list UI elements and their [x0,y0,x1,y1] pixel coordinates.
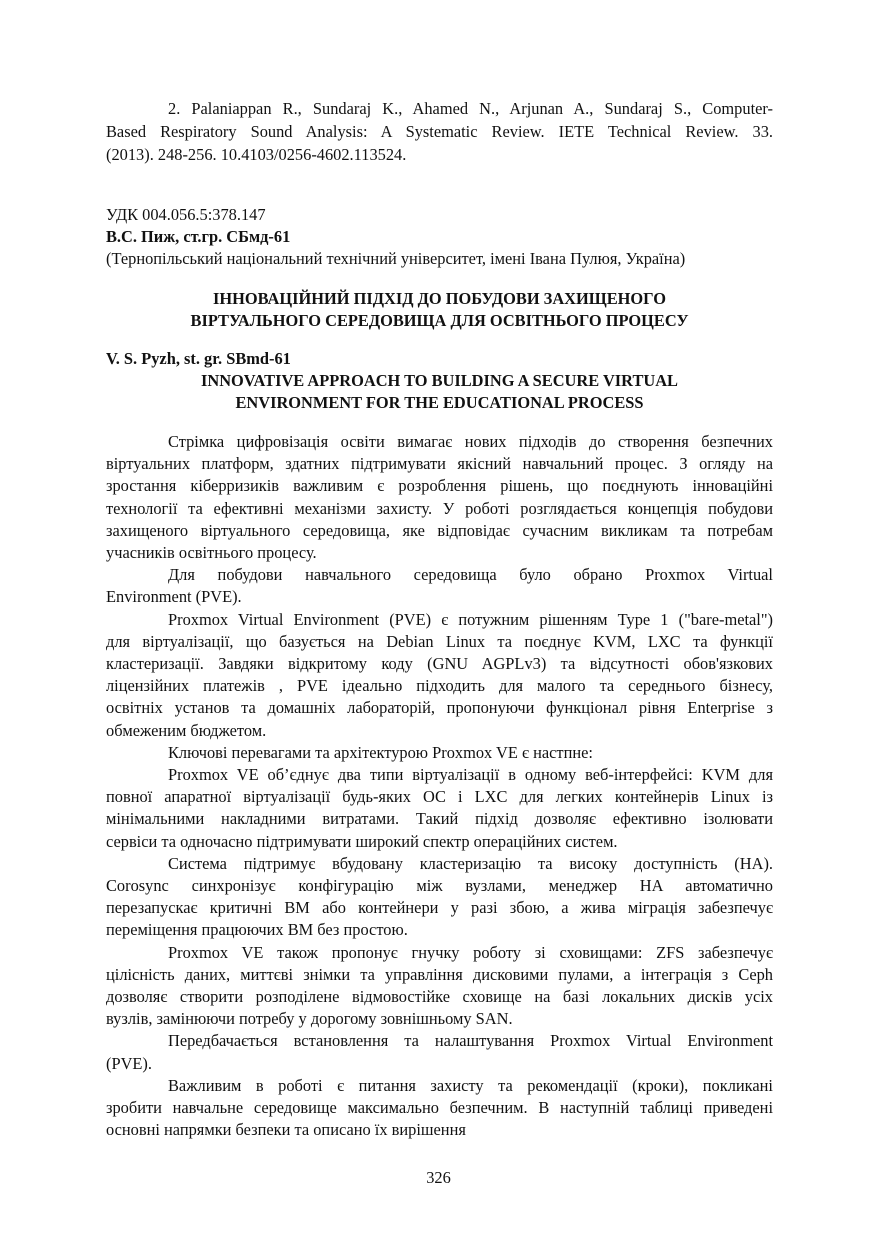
affiliation: (Тернопільський національний технічний університет, імені Івана Пулюя, Україна) [106,249,686,268]
body-line: основні напрямки безпеки та описано їх вирішення [106,1120,466,1140]
body-line: перезапускає критичні ВМ або контейнери у разі збою, а жива міграція забезпечує [106,898,773,918]
body-line: Стрімка цифровізація освіти вимагає нових підходів до створення безпечних [168,432,773,451]
body-line: Система підтримує вбудовану кластеризацію та високу доступність (HA). [168,853,773,873]
body-line: кластеризації. Завдяки відкритому коду (GNU AGPLv3) та відсутності обов'язкових [106,654,773,673]
body-line: сервіси та одночасно підтримувати широкий спектр операційних систем. [106,831,618,851]
title-en-line: ENVIRONMENT FOR THE EDUCATIONAL PROCESS [235,393,644,412]
body-line: Передбачається встановлення та налаштування Proxmox Virtual Environment [168,1031,773,1051]
body-line: віртуальних платформ, здатних підтримувати якісний навчальний процес. З огляду на [106,454,773,474]
reference-line: Based Respiratory Sound Analysis: A Systematic Review. IETE Technical Review. 33. [106,122,773,141]
body-line: Proxmox VE також пропонує гнучку роботу зі сховищами: ZFS забезпечує [168,942,773,962]
body-line: повної апаратної віртуалізації будь-яких ОС і LXC для легких контейнерів Linux із [106,787,773,807]
body-line: дозволяє створити розподілене відмовостійке сховище на базі локальних дисків усіх [106,987,773,1006]
body-line: Важливим в роботі є питання захисту та рекомендації (кроки), покликані [168,1075,773,1095]
reference-line: 2. Palaniappan R., Sundaraj K., Ahamed N., Arjunan A., Sundaraj S., Computer- [168,99,773,118]
title-ua-line: ІННОВАЦІЙНИЙ ПІДХІД ДО ПОБУДОВИ ЗАХИЩЕНОГО [213,289,666,308]
body-line: зробити навчальне середовище максимально безпечним. В наступній таблиці приведені [106,1098,773,1117]
udk-code: УДК 004.056.5:378.147 [106,205,266,224]
body-line: Proxmox Virtual Environment (PVE) є потужним рішенням Type 1 ("bare-metal") [168,609,773,629]
body-line: Proxmox VE об’єднує два типи віртуалізації в одному веб-інтерфейсі: KVM для [168,765,773,784]
reference-line: (2013). 248-256. 10.4103/0256-4602.113524. [106,145,407,164]
body-line: (PVE). [106,1053,152,1073]
body-line: технології та ефективні механізми захисту. У роботі розглядається концепція побудови [106,498,773,518]
body-line: обмеженим бюджетом. [106,720,267,740]
body-line: освітніх установ та домашніх лабораторій, пропонуючи функціонал рівня Enterprise з [106,698,773,718]
body-line: зростання кіберризиків важливим є розроблення рішень, що поєднують інноваційні [106,476,773,496]
body-line: Environment (PVE). [106,587,242,607]
author-ua: В.С. Пиж, ст.гр. СБмд-61 [106,227,291,246]
body-line: Ключові перевагами та архітектурою Proxmox VE є настпне: [168,742,593,762]
body-line: захищеного віртуального середовища, яке відповідає сучасним викликам та потребам [106,520,773,540]
page-number: 326 [426,1168,451,1187]
title-ua-line: ВІРТУАЛЬНОГО СЕРЕДОВИЩА ДЛЯ ОСВІТНЬОГО ПРОЦЕСУ [190,311,689,330]
body-line: цілісність даних, миттєві знімки та управління дисковими пулами, а інтеграція з Ceph [106,964,773,984]
author-en: V. S. Pyzh, st. gr. SBmd-61 [106,349,291,368]
body-line: мінімальними накладними витратами. Такий підхід дозволяє ефективно ізолювати [106,809,773,829]
body-line: Для побудови навчального середовища було обрано Proxmox Virtual [168,565,773,585]
body-line: учасників освітнього процесу. [106,543,317,562]
body-line: переміщення працюючих ВМ без простою. [106,920,408,940]
body-line: для віртуалізації, що базується на Debian Linux та поєднує KVM, LXC та функції [106,631,773,651]
body-line: ліцензійних платежів , PVE ідеально підходить для малого та середнього бізнесу, [106,676,773,696]
body-line: вузлів, замінюючи потребу у дорогому зовнішньому SAN. [106,1009,513,1029]
title-en-line: INNOVATIVE APPROACH TO BUILDING A SECURE VIRTUAL [201,371,678,390]
body-line: Corosync синхронізує конфігурацію між вузлами, менеджер HA автоматично [106,876,773,895]
